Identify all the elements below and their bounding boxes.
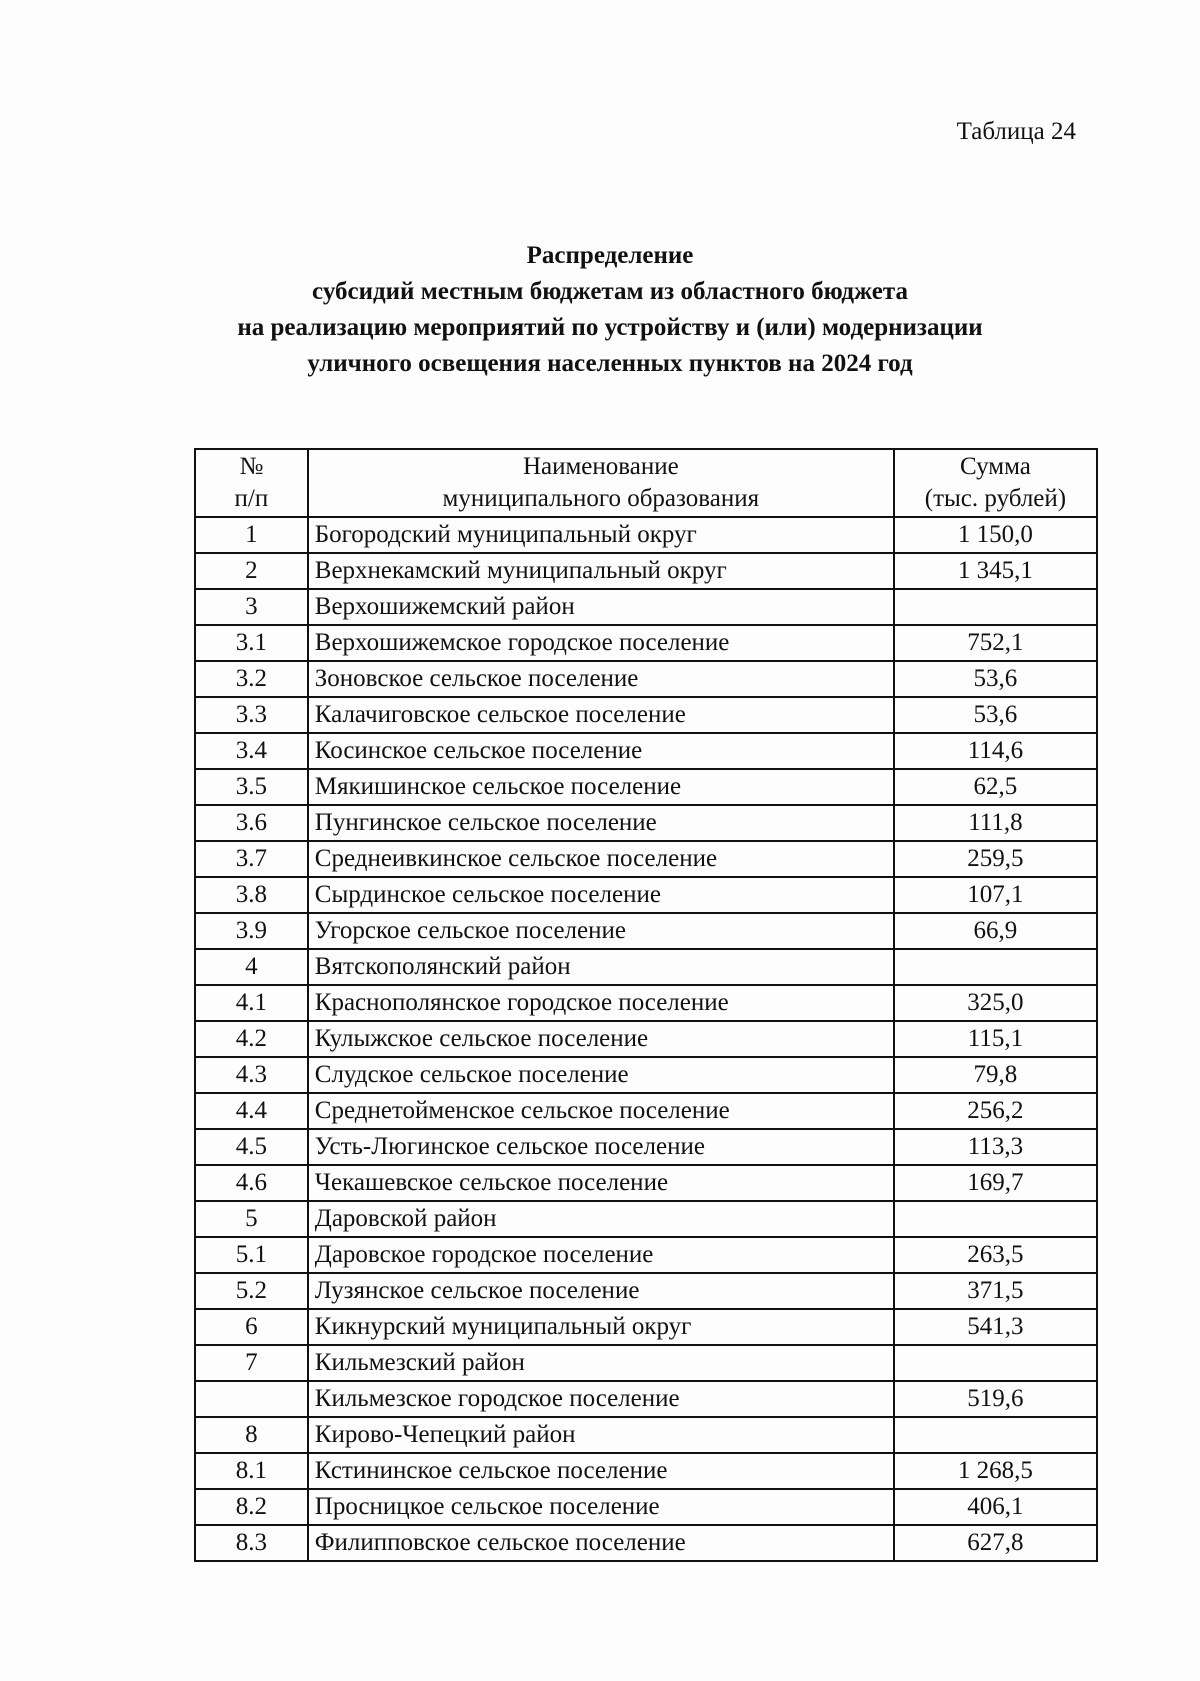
row-name-cell: Верхошижемское городское поселение [308, 625, 894, 661]
row-number-cell: 4.6 [195, 1165, 308, 1201]
table-row [195, 1021, 1097, 1057]
row-name-cell: Даровской район [308, 1201, 894, 1237]
row-sum-cell: 325,0 [894, 985, 1097, 1021]
row-number-cell: 8 [195, 1417, 308, 1453]
table-row [195, 1057, 1097, 1093]
table-row [195, 913, 1097, 949]
table-row [195, 805, 1097, 841]
row-number-cell: 5 [195, 1201, 308, 1237]
row-name-cell: Даровское городское поселение [308, 1237, 894, 1273]
row-sum-cell: 111,8 [894, 805, 1097, 841]
column-header-sum-line-2: (тыс. рублей) [924, 485, 1067, 512]
row-sum-cell [894, 1345, 1097, 1381]
table-row [195, 1201, 1097, 1237]
table-row [195, 589, 1097, 625]
row-name-cell: Угорское сельское поселение [308, 913, 894, 949]
row-name-cell: Усть-Люгинское сельское поселение [308, 1129, 894, 1165]
row-sum-cell: 62,5 [894, 769, 1097, 805]
row-sum-cell: 406,1 [894, 1489, 1097, 1525]
row-number-cell [195, 1381, 308, 1417]
heading-line-2: субсидий местным бюджетам из областного бюджета [312, 278, 908, 305]
column-header-sum-line-1: Сумма [960, 453, 1031, 480]
column-header-name-line-1: Наименование [522, 453, 679, 480]
row-sum-cell: 519,6 [894, 1381, 1097, 1417]
row-name-cell: Косинское сельское поселение [308, 733, 894, 769]
row-sum-cell: 114,6 [894, 733, 1097, 769]
row-sum-cell [894, 1417, 1097, 1453]
row-name-cell: Просницкое сельское поселение [308, 1489, 894, 1525]
row-number-cell: 5.1 [195, 1237, 308, 1273]
table-row [195, 877, 1097, 913]
heading-line-3: на реализацию мероприятий по устройству и (или) модернизации [237, 314, 983, 341]
table-row [195, 733, 1097, 769]
table-row [195, 1129, 1097, 1165]
row-name-cell: Зоновское сельское поселение [308, 661, 894, 697]
table-row [195, 1345, 1097, 1381]
row-name-cell: Кстининское сельское поселение [308, 1453, 894, 1489]
table-number-label: Таблица 24 [956, 118, 1076, 145]
row-sum-cell: 79,8 [894, 1057, 1097, 1093]
heading-line-4: уличного освещения населенных пунктов на 2024 год [307, 350, 913, 377]
row-number-cell: 3.7 [195, 841, 308, 877]
table-row [195, 553, 1097, 589]
row-number-cell: 3.5 [195, 769, 308, 805]
row-sum-cell: 627,8 [894, 1525, 1097, 1561]
table-row [195, 1453, 1097, 1489]
row-number-cell: 8.3 [195, 1525, 308, 1561]
column-header-number [195, 449, 308, 517]
table-row [195, 1309, 1097, 1345]
row-sum-cell: 115,1 [894, 1021, 1097, 1057]
row-sum-cell: 53,6 [894, 661, 1097, 697]
row-sum-cell: 66,9 [894, 913, 1097, 949]
row-sum-cell: 169,7 [894, 1165, 1097, 1201]
row-number-cell: 4 [195, 949, 308, 985]
table-row [195, 769, 1097, 805]
table-row [195, 985, 1097, 1021]
document-heading [140, 238, 1080, 382]
row-number-cell: 3.1 [195, 625, 308, 661]
row-sum-cell: 1 268,5 [894, 1453, 1097, 1489]
table-row [195, 625, 1097, 661]
row-name-cell: Среднеивкинское сельское поселение [308, 841, 894, 877]
row-sum-cell: 1 345,1 [894, 553, 1097, 589]
column-header-sum [894, 449, 1097, 517]
column-header-number-line-2: п/п [234, 485, 269, 512]
row-name-cell: Кильмезское городское поселение [308, 1381, 894, 1417]
row-number-cell: 3 [195, 589, 308, 625]
row-name-cell: Чекашевское сельское поселение [308, 1165, 894, 1201]
row-number-cell: 4.3 [195, 1057, 308, 1093]
row-name-cell: Вятскополянский район [308, 949, 894, 985]
subsidy-distribution-table [194, 448, 1098, 1562]
row-number-cell: 3.9 [195, 913, 308, 949]
row-name-cell: Кильмезский район [308, 1345, 894, 1381]
row-name-cell: Верхнекамский муниципальный округ [308, 553, 894, 589]
row-number-cell: 7 [195, 1345, 308, 1381]
table-header-row [195, 449, 1097, 517]
table-row [195, 949, 1097, 985]
table-row [195, 1273, 1097, 1309]
row-sum-cell [894, 589, 1097, 625]
row-number-cell: 8.2 [195, 1489, 308, 1525]
row-name-cell: Сырдинское сельское поселение [308, 877, 894, 913]
table-body [195, 517, 1097, 1561]
column-header-name [308, 449, 894, 517]
row-name-cell: Филипповское сельское поселение [308, 1525, 894, 1561]
row-number-cell: 6 [195, 1309, 308, 1345]
row-sum-cell: 263,5 [894, 1237, 1097, 1273]
row-name-cell: Калачиговское сельское поселение [308, 697, 894, 733]
table-row [195, 1417, 1097, 1453]
table-row [195, 661, 1097, 697]
row-name-cell: Кикнурский муниципальный округ [308, 1309, 894, 1345]
row-name-cell: Богородский муниципальный округ [308, 517, 894, 553]
row-name-cell: Пунгинское сельское поселение [308, 805, 894, 841]
row-name-cell: Краснополянское городское поселение [308, 985, 894, 1021]
table-row [195, 1381, 1097, 1417]
row-name-cell: Кирово-Чепецкий район [308, 1417, 894, 1453]
row-number-cell: 3.6 [195, 805, 308, 841]
heading-line-1: Распределение [526, 242, 694, 269]
row-number-cell: 1 [195, 517, 308, 553]
row-sum-cell: 752,1 [894, 625, 1097, 661]
row-sum-cell: 541,3 [894, 1309, 1097, 1345]
table-row [195, 517, 1097, 553]
row-sum-cell: 256,2 [894, 1093, 1097, 1129]
row-number-cell: 5.2 [195, 1273, 308, 1309]
row-name-cell: Кулыжское сельское поселение [308, 1021, 894, 1057]
row-sum-cell: 53,6 [894, 697, 1097, 733]
row-number-cell: 8.1 [195, 1453, 308, 1489]
row-sum-cell: 113,3 [894, 1129, 1097, 1165]
row-number-cell: 3.4 [195, 733, 308, 769]
table-row [195, 1237, 1097, 1273]
row-name-cell: Слудское сельское поселение [308, 1057, 894, 1093]
row-sum-cell [894, 949, 1097, 985]
row-number-cell: 4.4 [195, 1093, 308, 1129]
row-sum-cell: 371,5 [894, 1273, 1097, 1309]
table-row [195, 1165, 1097, 1201]
row-sum-cell: 259,5 [894, 841, 1097, 877]
table-row [195, 1489, 1097, 1525]
row-sum-cell: 1 150,0 [894, 517, 1097, 553]
row-number-cell: 4.5 [195, 1129, 308, 1165]
row-name-cell: Лузянское сельское поселение [308, 1273, 894, 1309]
row-sum-cell: 107,1 [894, 877, 1097, 913]
row-number-cell: 4.2 [195, 1021, 308, 1057]
row-name-cell: Среднетойменское сельское поселение [308, 1093, 894, 1129]
column-header-name-line-2: муниципального образования [442, 485, 760, 512]
column-header-number-line-1: № [239, 453, 264, 480]
table-row [195, 697, 1097, 733]
table-row [195, 841, 1097, 877]
table-row [195, 1093, 1097, 1129]
row-sum-cell [894, 1201, 1097, 1237]
row-number-cell: 3.2 [195, 661, 308, 697]
row-number-cell: 2 [195, 553, 308, 589]
table-row [195, 1525, 1097, 1561]
row-name-cell: Мякишинское сельское поселение [308, 769, 894, 805]
row-number-cell: 4.1 [195, 985, 308, 1021]
row-number-cell: 3.3 [195, 697, 308, 733]
row-number-cell: 3.8 [195, 877, 308, 913]
row-name-cell: Верхошижемский район [308, 589, 894, 625]
